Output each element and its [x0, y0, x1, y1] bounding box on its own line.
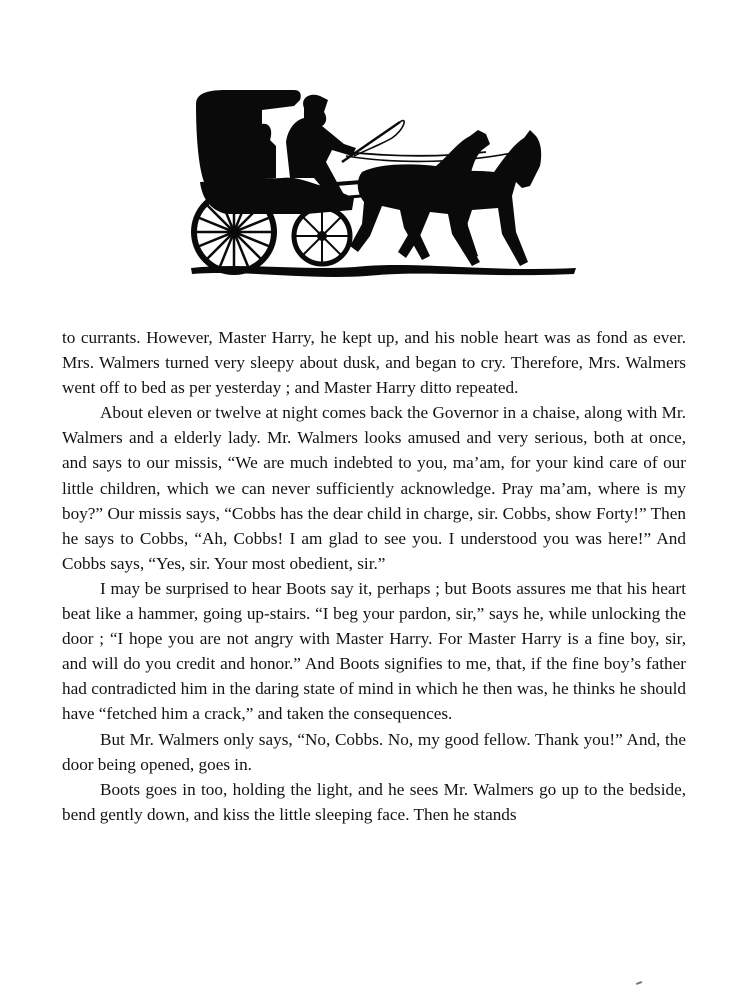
- paragraph: Boots goes in too, holding the light, and he sees Mr. Walmers go up to the bedside, bend gently down, and kiss the little sleeping face. Then he stands: [62, 779, 686, 824]
- page-body-text: [62, 325, 686, 827]
- paragraph: I may be surprised to hear Boots say it, perhaps ; but Boots assures me that his heart beat like a hammer, going up-stairs. “I beg your pardon, sir,” says he, while unlocking the door ; “I hope you are not angry with Master Harry. For Master Harry is a fine boy, sir, and will do you credit and honor.” And Boots signifies to me, that, if the fine boy’s father had contradicted him in the daring state of mind in which he then was, he thinks he should have “fetched him a crack,” and taken the consequences.: [62, 578, 686, 724]
- paragraph: to currants. However, Master Harry, he kept up, and his noble heart was as fond as ever. Mrs. Walmers turned very sleepy about dusk, and began to cry. Therefore, Mrs. Walmers went off to bed as per yesterday ; and Master Harry ditto repeated.: [62, 328, 686, 398]
- paragraph: But Mr. Walmers only says, “No, Cobbs. No, my good fellow. Thank you!” And, the door being opened, goes in.: [62, 729, 686, 774]
- page-speck: [636, 981, 642, 985]
- carriage-illustration-icon: [186, 86, 578, 286]
- paragraph: About eleven or twelve at night comes back the Governor in a chaise, along with Mr. Walmers and a elderly lady. Mr. Walmers looks amused and very serious, both at once, and says to our missis, “We are much indebted to you, ma’am, for your kind care of our little children, which we can never sufficiently acknowledge. Pray ma’am, where is my boy?” Our missis says, “Cobbs has the dear child in charge, sir. Cobbs, show Forty!” Then he says to Cobbs, “Ah, Cobbs! I am glad to see you. I understood you was here!” And Cobbs says, “Yes, sir. Your most obedient, sir.”: [62, 403, 686, 573]
